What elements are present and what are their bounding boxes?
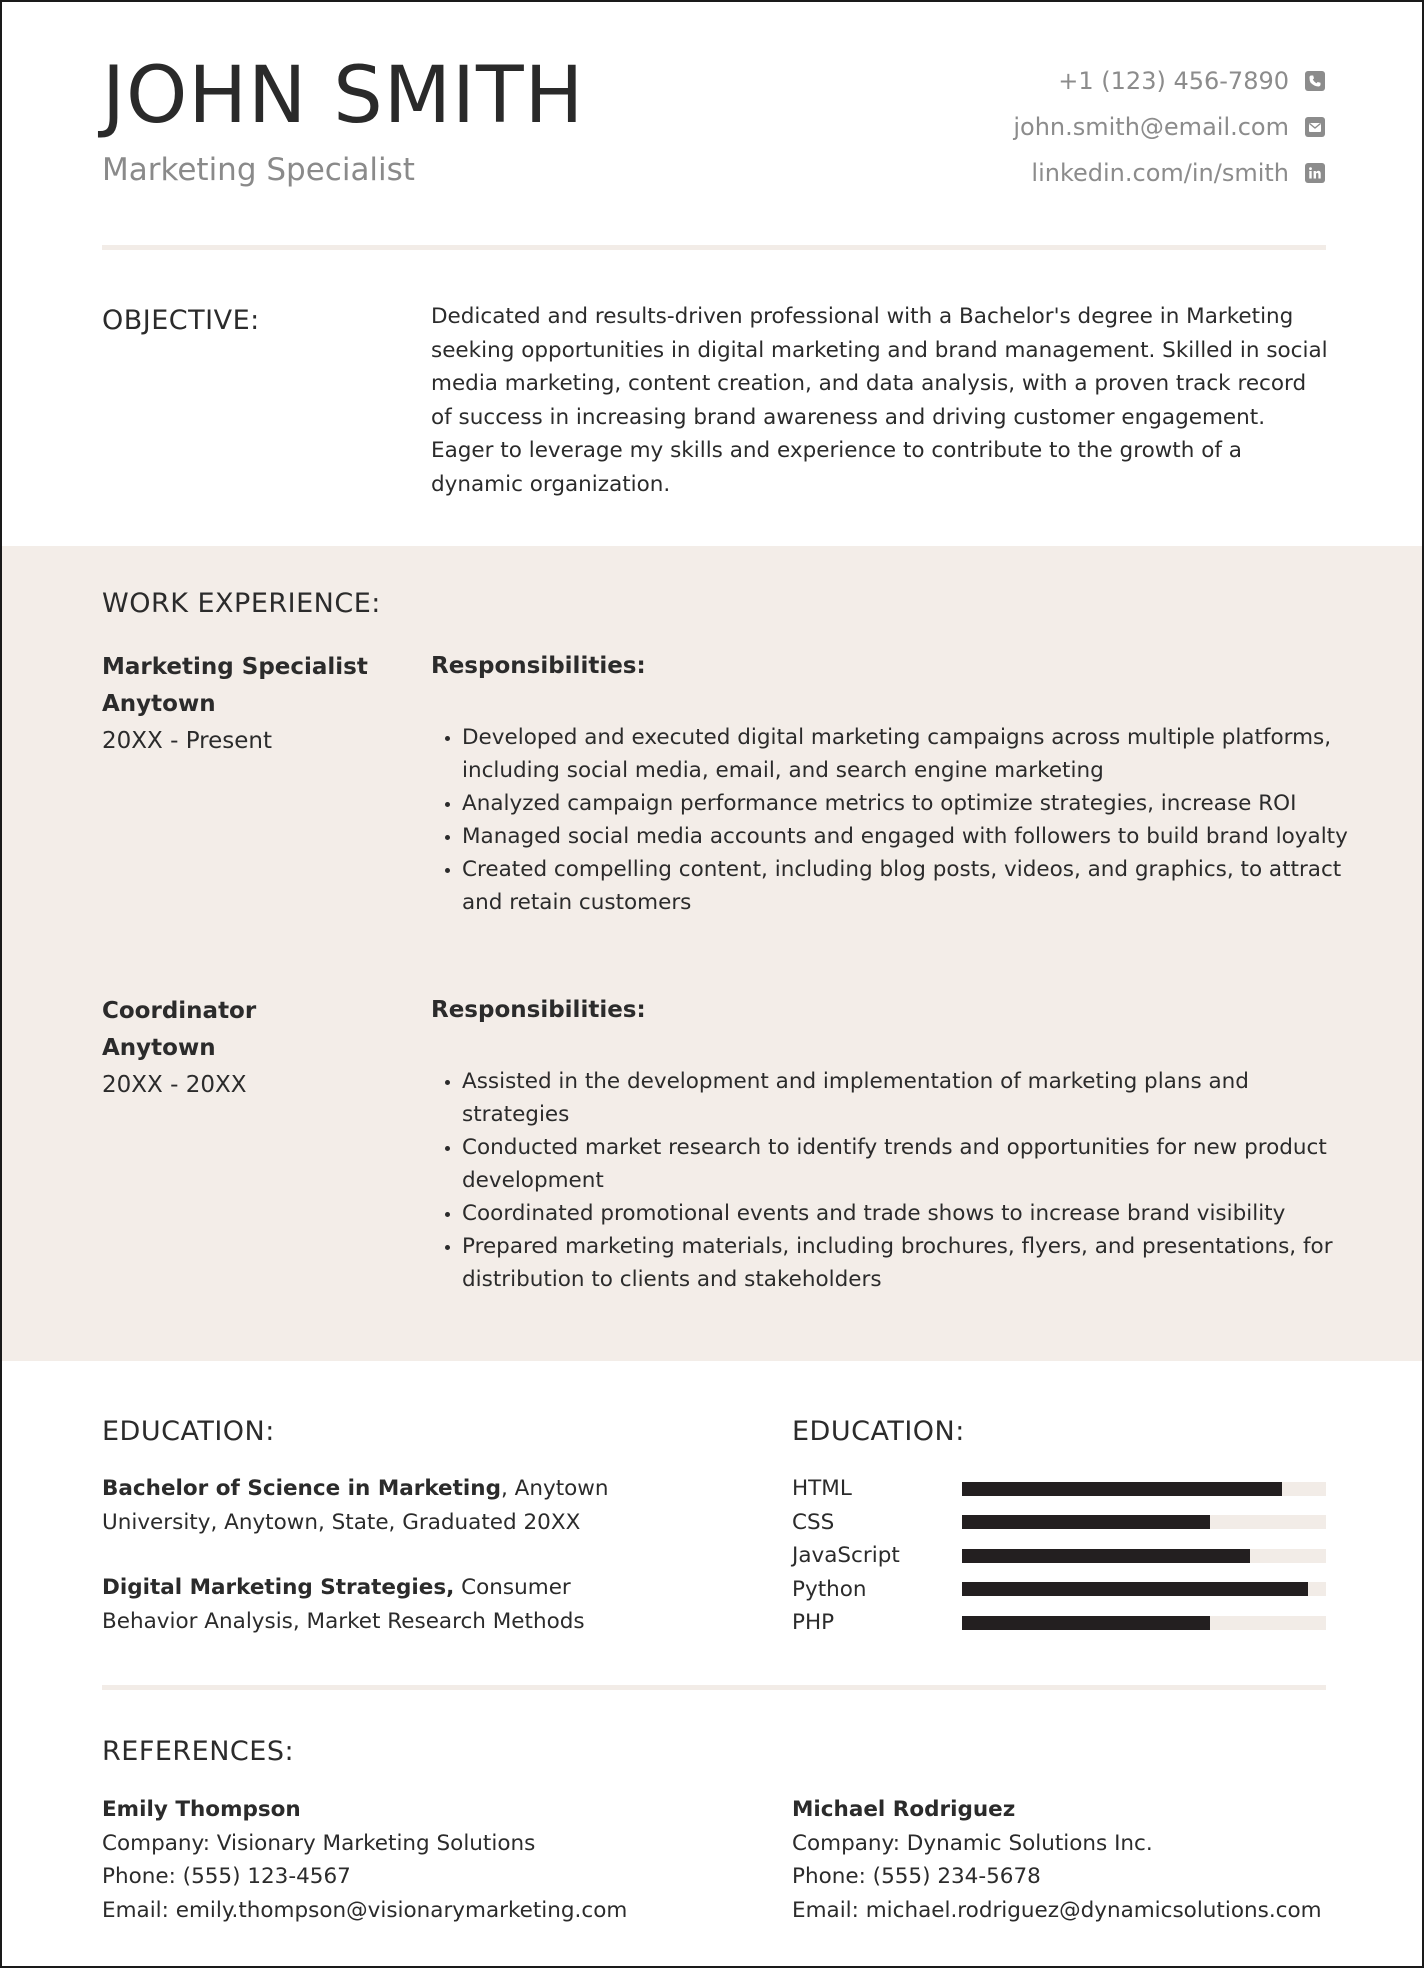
- job-2-bullets: [431, 1065, 1352, 1296]
- objective-text: Dedicated and results-driven professional with a Bachelor's degree in Marketing seeking opportunities in digital marketing and brand management. Skilled in social media marketing, content creation, and data analysis, with a proven track record of success in increasing brand awareness and driving customer engagement. Eager to leverage my skills and experience to contribute to the growth of a dynamic organization.: [431, 304, 1328, 497]
- skill-track: [962, 1616, 1326, 1630]
- skill-name: HTML: [792, 1476, 852, 1502]
- job-1-title: Marketing Specialist: [102, 654, 368, 680]
- contact-linkedin[interactable]: [765, 150, 1325, 196]
- job-1-resp-label: Responsibilities:: [431, 653, 646, 679]
- reference-company: Company: Visionary Marketing Solutions: [102, 1830, 536, 1856]
- reference-1: [102, 1793, 722, 1927]
- candidate-name: JOHN SMITH: [102, 51, 585, 141]
- reference-2: [792, 1793, 1412, 1927]
- job-1-meta: [102, 649, 402, 760]
- job-1-responsibilities: [431, 650, 646, 682]
- job-2-dates: 20XX - 20XX: [102, 1072, 247, 1098]
- skill-row: [792, 1472, 1326, 1506]
- contact-phone[interactable]: [765, 58, 1325, 104]
- work-experience-heading: WORK EXPERIENCE:: [102, 588, 381, 619]
- job-2-responsibilities: [431, 994, 646, 1026]
- skill-bar: [962, 1616, 1210, 1630]
- job-2-resp-label: Responsibilities:: [431, 997, 646, 1023]
- skill-track: [962, 1515, 1326, 1529]
- reference-name: Michael Rodriguez: [792, 1797, 1016, 1822]
- skill-bar: [962, 1482, 1282, 1496]
- contact-block: [765, 58, 1325, 196]
- skills-list: [792, 1472, 1326, 1640]
- education-entry-2: [102, 1571, 622, 1638]
- job-1-bullets: [431, 721, 1352, 919]
- skills-heading: EDUCATION:: [792, 1416, 965, 1447]
- header-divider: [102, 245, 1326, 250]
- skill-bar: [962, 1582, 1308, 1596]
- job-2-meta: [102, 993, 402, 1104]
- skill-track: [962, 1549, 1326, 1563]
- linkedin-text[interactable]: linkedin.com/in/smith: [1031, 159, 1289, 187]
- skill-track: [962, 1482, 1326, 1496]
- education-courses: Digital Marketing Strategies,: [102, 1575, 455, 1600]
- list-item: • Prepared marketing materials, including brochures, flyers, and presentations, for distribution to clients and stakeholders: [462, 1230, 1352, 1296]
- skill-row: [792, 1573, 1326, 1607]
- email-icon: [1305, 117, 1325, 137]
- objective-heading: OBJECTIVE:: [102, 305, 260, 336]
- references-heading: REFERENCES:: [102, 1736, 295, 1767]
- reference-company: Company: Dynamic Solutions Inc.: [792, 1830, 1153, 1856]
- education-entry-1: [102, 1472, 622, 1539]
- list-item: • Assisted in the development and implementation of marketing plans and strategies: [462, 1065, 1352, 1131]
- skill-name: CSS: [792, 1509, 835, 1535]
- skill-row: [792, 1606, 1326, 1640]
- list-item: • Analyzed campaign performance metrics to optimize strategies, increase ROI: [462, 787, 1352, 820]
- education-heading: EDUCATION:: [102, 1416, 275, 1447]
- skill-track: [962, 1582, 1326, 1596]
- reference-name: Emily Thompson: [102, 1797, 301, 1822]
- education-degree: Bachelor of Science in Marketing: [102, 1476, 501, 1501]
- skill-name: PHP: [792, 1610, 835, 1636]
- list-item: • Created compelling content, including blog posts, videos, and graphics, to attract and retain customers: [462, 853, 1352, 919]
- contact-email[interactable]: [765, 104, 1325, 150]
- email-text[interactable]: john.smith@email.com: [1013, 113, 1289, 141]
- linkedin-icon: [1305, 163, 1325, 183]
- list-item: • Managed social media accounts and engaged with followers to build brand loyalty: [462, 820, 1352, 853]
- phone-icon: [1305, 71, 1325, 91]
- reference-email[interactable]: Email: emily.thompson@visionarymarketing.com: [102, 1897, 628, 1923]
- references-divider: [102, 1685, 1326, 1690]
- education-courses-detail: Consumer Behavior Analysis, Market Research Methods: [102, 1575, 585, 1634]
- skill-bar: [962, 1515, 1210, 1529]
- list-item: • Coordinated promotional events and trade shows to increase brand visibility: [462, 1197, 1352, 1230]
- list-item: • Developed and executed digital marketing campaigns across multiple platforms, including social media, email, and search engine marketing: [462, 721, 1352, 787]
- reference-phone[interactable]: Phone: (555) 123-4567: [102, 1864, 351, 1889]
- skill-name: Python: [792, 1576, 867, 1602]
- skill-bar: [962, 1549, 1250, 1563]
- job-2-location: Anytown: [102, 1035, 216, 1061]
- skill-name: JavaScript: [792, 1543, 900, 1569]
- phone-text[interactable]: +1 (123) 456-7890: [1058, 67, 1289, 95]
- reference-email[interactable]: Email: michael.rodriguez@dynamicsolutions.com: [792, 1897, 1322, 1923]
- education-degree-detail: , Anytown University, Anytown, State, Graduated 20XX: [102, 1476, 609, 1535]
- skill-row: [792, 1539, 1326, 1573]
- candidate-title: Marketing Specialist: [102, 152, 415, 188]
- skill-row: [792, 1506, 1326, 1540]
- job-1-location: Anytown: [102, 691, 216, 717]
- list-item: • Conducted market research to identify trends and opportunities for new product development: [462, 1131, 1352, 1197]
- job-1-dates: 20XX - Present: [102, 728, 272, 754]
- job-2-title: Coordinator: [102, 998, 257, 1024]
- reference-phone[interactable]: Phone: (555) 234-5678: [792, 1864, 1041, 1889]
